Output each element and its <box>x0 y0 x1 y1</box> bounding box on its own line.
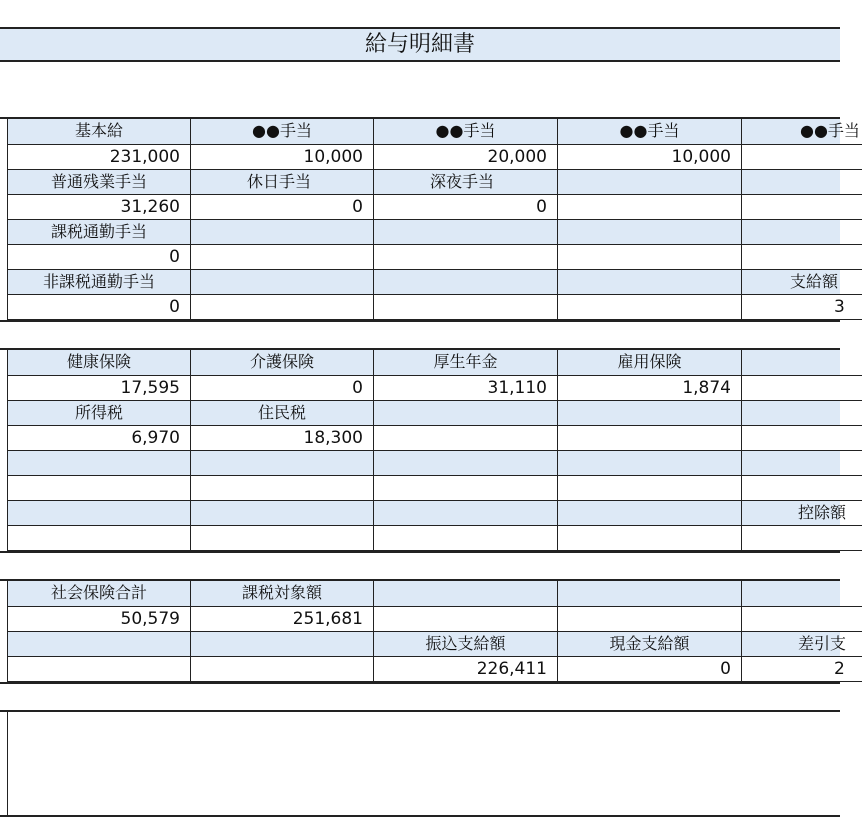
value-cell <box>374 526 558 551</box>
value-cell <box>742 426 862 451</box>
value-cell <box>742 376 862 401</box>
value-cell <box>191 526 374 551</box>
label-cell: ●●手当 <box>558 119 742 145</box>
label-cell: 普通残業手当 <box>8 170 191 195</box>
value-cell <box>191 245 374 270</box>
deductions-value-row <box>8 476 840 501</box>
value-cell: 50,579 <box>8 607 191 632</box>
deductions-label-row <box>8 350 840 376</box>
value-cell <box>374 607 558 632</box>
value-cell: 10,000 <box>191 145 374 170</box>
value-cell: 31,110 <box>374 376 558 401</box>
label-cell <box>742 451 862 476</box>
label-cell: 課税対象額 <box>191 581 374 607</box>
section-left-margin <box>0 348 8 553</box>
summary-section <box>0 579 847 684</box>
label-cell <box>742 220 862 245</box>
summary-value-row <box>8 607 840 632</box>
deductions-label-row <box>8 501 847 526</box>
payments-label-row <box>8 170 840 195</box>
value-cell <box>558 245 742 270</box>
value-cell: 0 <box>558 657 742 682</box>
value-cell <box>191 657 374 682</box>
value-cell <box>558 195 742 220</box>
value-cell: 231,000 <box>8 145 191 170</box>
label-cell <box>374 401 558 426</box>
label-cell: ●●手当 <box>374 119 558 145</box>
label-cell <box>374 220 558 245</box>
label-cell <box>558 170 742 195</box>
section-left-margin <box>0 579 8 684</box>
label-cell <box>558 501 742 526</box>
label-cell: 現金支給額 <box>558 632 742 657</box>
label-cell: 雇用保険 <box>558 350 742 376</box>
payments-label-row <box>8 270 840 295</box>
label-cell <box>374 501 558 526</box>
label-cell <box>191 632 374 657</box>
label-cell: 介護保険 <box>191 350 374 376</box>
label-cell <box>8 501 191 526</box>
notes-section <box>0 710 840 817</box>
label-cell <box>742 401 862 426</box>
value-cell <box>8 657 191 682</box>
value-cell: 0 <box>191 195 374 220</box>
label-cell <box>191 220 374 245</box>
value-cell: 18,300 <box>191 426 374 451</box>
payments-label-row <box>8 220 840 245</box>
payment-total-label: 支給額 <box>742 270 862 295</box>
value-cell <box>374 245 558 270</box>
value-cell <box>558 476 742 501</box>
label-cell <box>374 451 558 476</box>
label-cell <box>558 401 742 426</box>
summary-label-row <box>8 581 840 607</box>
value-cell: 17,595 <box>8 376 191 401</box>
payments-value-row <box>8 195 840 220</box>
label-cell: ●●手当 <box>742 119 862 145</box>
label-cell: 非課税通勤手当 <box>8 270 191 295</box>
value-cell <box>742 145 862 170</box>
label-cell <box>8 632 191 657</box>
payments-value-row <box>8 145 840 170</box>
label-cell <box>558 451 742 476</box>
section-left-margin <box>0 117 8 322</box>
label-cell <box>742 170 862 195</box>
label-cell <box>191 451 374 476</box>
value-cell <box>742 476 862 501</box>
deduction-total-label: 控除額 <box>742 501 862 526</box>
value-cell: 251,681 <box>191 607 374 632</box>
payments-section <box>0 117 860 322</box>
label-cell <box>374 581 558 607</box>
value-cell <box>8 476 191 501</box>
deductions-value-row <box>8 426 840 451</box>
value-cell <box>191 476 374 501</box>
value-cell: 226,411 <box>374 657 558 682</box>
value-cell <box>558 607 742 632</box>
label-cell <box>374 270 558 295</box>
value-cell: 31,260 <box>8 195 191 220</box>
label-cell <box>742 581 862 607</box>
net-pay-label: 差引支 <box>742 632 862 657</box>
payment-total-value: 3 <box>742 295 862 320</box>
label-cell <box>742 350 862 376</box>
deductions-value-row <box>8 526 840 551</box>
value-cell <box>8 526 191 551</box>
value-cell <box>191 295 374 320</box>
value-cell <box>374 476 558 501</box>
label-cell: 健康保険 <box>8 350 191 376</box>
value-cell <box>374 426 558 451</box>
value-cell: 0 <box>8 245 191 270</box>
deductions-value-row <box>8 376 840 401</box>
value-cell <box>374 295 558 320</box>
value-cell <box>558 295 742 320</box>
deduction-total-value <box>742 526 862 551</box>
deductions-label-row <box>8 451 840 476</box>
label-cell: ●●手当 <box>191 119 374 145</box>
value-cell: 10,000 <box>558 145 742 170</box>
value-cell: 0 <box>8 295 191 320</box>
label-cell: 休日手当 <box>191 170 374 195</box>
label-cell: 住民税 <box>191 401 374 426</box>
summary-value-row <box>8 657 845 682</box>
section-left-margin <box>0 712 8 815</box>
value-cell <box>742 245 862 270</box>
value-cell: 6,970 <box>8 426 191 451</box>
label-cell: 課税通勤手当 <box>8 220 191 245</box>
label-cell <box>8 451 191 476</box>
deductions-label-row <box>8 401 840 426</box>
value-cell <box>742 195 862 220</box>
payments-value-row <box>8 295 845 320</box>
payments-label-row <box>8 119 860 145</box>
label-cell: 所得税 <box>8 401 191 426</box>
label-cell: 深夜手当 <box>374 170 558 195</box>
label-cell <box>558 220 742 245</box>
value-cell: 0 <box>191 376 374 401</box>
label-cell: 振込支給額 <box>374 632 558 657</box>
label-cell <box>191 270 374 295</box>
label-cell: 厚生年金 <box>374 350 558 376</box>
label-cell <box>558 270 742 295</box>
value-cell <box>558 526 742 551</box>
deductions-section <box>0 348 847 553</box>
summary-label-row <box>8 632 847 657</box>
value-cell <box>558 426 742 451</box>
page-title: 給与明細書 <box>0 27 840 62</box>
label-cell <box>191 501 374 526</box>
value-cell: 20,000 <box>374 145 558 170</box>
value-cell <box>742 607 862 632</box>
value-cell: 1,874 <box>558 376 742 401</box>
label-cell <box>558 581 742 607</box>
net-pay-value: 2 <box>742 657 862 682</box>
label-cell: 社会保険合計 <box>8 581 191 607</box>
payments-value-row <box>8 245 840 270</box>
label-cell: 基本給 <box>8 119 191 145</box>
value-cell: 0 <box>374 195 558 220</box>
